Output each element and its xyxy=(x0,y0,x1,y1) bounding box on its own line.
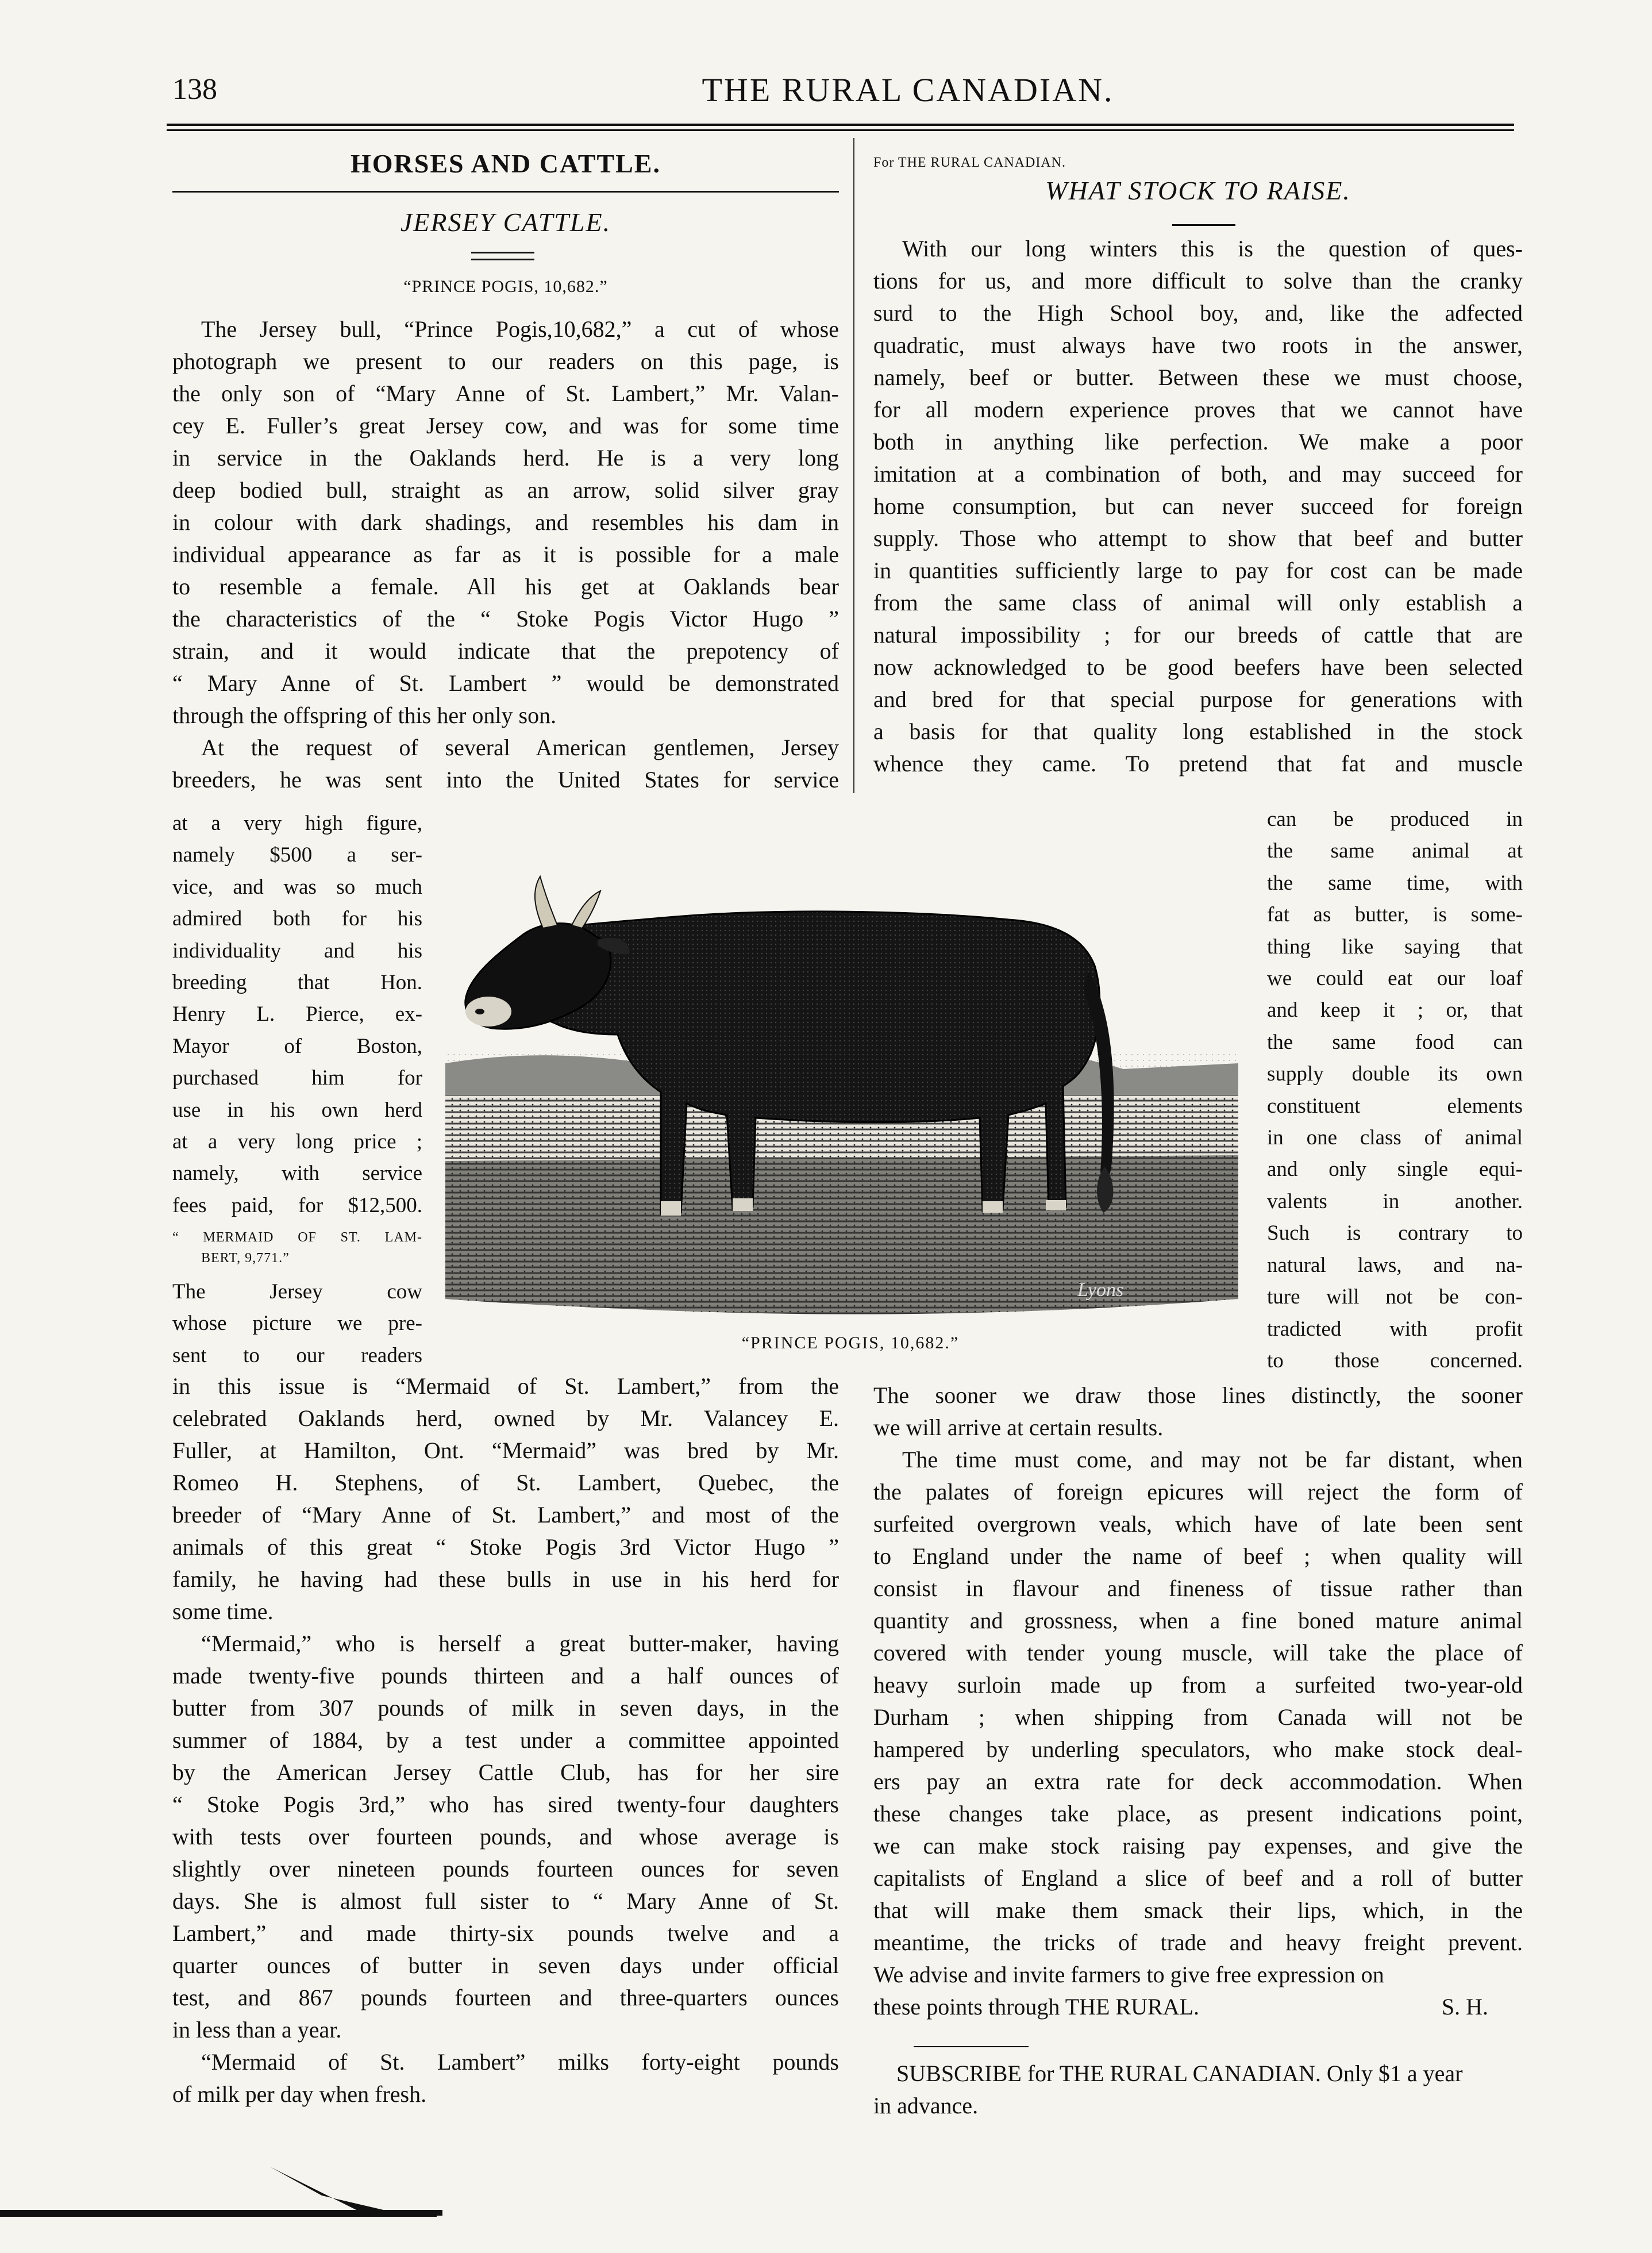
narrow-line: breeding that Hon. xyxy=(172,971,422,995)
subscribe-line: in advance. xyxy=(873,2093,979,2119)
para-line: made twenty-five pounds thirteen and a half ounces of xyxy=(172,1663,839,1689)
narrow-line: Such is contrary to xyxy=(1267,1221,1523,1245)
narrow-line: and keep it ; or, that xyxy=(1267,998,1523,1022)
para-line: test, and 867 pounds fourteen and three-quarters ounces xyxy=(172,1985,839,2010)
header-rule-bottom xyxy=(167,129,1514,131)
narrow-line: can be produced in xyxy=(1267,808,1523,831)
para-line: slightly over nineteen pounds fourteen ounces for seven xyxy=(172,1856,839,1882)
para-line: “ Mary Anne of St. Lambert ” would be demonstrated xyxy=(172,670,839,696)
narrow-line: we could eat our loaf xyxy=(1267,967,1523,991)
stock-title-rule xyxy=(1172,224,1235,226)
title-rule-1 xyxy=(471,252,534,253)
para-line: At the request of several American gentlemen, Jersey xyxy=(201,735,839,760)
stock-para-1 xyxy=(873,233,1523,780)
attribution-line: For THE RURAL CANADIAN. xyxy=(873,155,1066,170)
para-line: the only son of “Mary Anne of St. Lambert,” Mr. Valan- xyxy=(172,380,839,406)
para-line: in this issue is “Mermaid of St. Lambert,” from the xyxy=(172,1373,839,1399)
para-line: individual appearance as far as it is possible for a male xyxy=(172,541,839,567)
narrow-line: the same animal at xyxy=(1267,839,1523,863)
section-rule xyxy=(172,191,839,193)
section-title: HORSES AND CATTLE. xyxy=(350,149,661,178)
para-line: celebrated Oaklands herd, owned by Mr. Valancey E. xyxy=(172,1405,839,1431)
narrow-line: at a very high figure, xyxy=(172,812,422,835)
para-line: for all modern experience proves that we cannot have xyxy=(873,397,1523,422)
para-line: whence they came. To pretend that fat and muscle xyxy=(873,751,1523,776)
para-line: ers pay an extra rate for deck accommodation. When xyxy=(873,1768,1523,1794)
para-line: home consumption, but can never succeed for foreign xyxy=(873,493,1523,519)
para-line: cey E. Fuller’s great Jersey cow, and was for some time xyxy=(172,413,839,439)
para-line: a basis for that quality long established in the stock xyxy=(873,718,1523,744)
para-line: both in anything like perfection. We make a poor xyxy=(873,429,1523,455)
narrow-line: the same time, with xyxy=(1267,871,1523,895)
article-title-stock: WHAT STOCK TO RAISE. xyxy=(1045,176,1351,205)
para-line: deep bodied bull, straight as an arrow, solid silver gray xyxy=(172,477,839,503)
para-line: imitation at a combination of both, and may succeed for xyxy=(873,461,1523,487)
narrow-line: thing like saying that xyxy=(1267,935,1523,959)
narrow-line: and only single equi- xyxy=(1267,1158,1523,1182)
mermaid-heading xyxy=(172,1227,422,1268)
para-line: in service in the Oaklands herd. He is a very long xyxy=(172,445,839,471)
para-line: to resemble a female. All his get at Oaklands bear xyxy=(172,574,839,599)
mermaid-head-line: BERT, 9,771.” xyxy=(201,1251,290,1266)
jersey-para-1 xyxy=(172,313,839,796)
narrow-line: namely $500 a ser- xyxy=(172,843,422,867)
para-line: summer of 1884, by a test under a committee appointed xyxy=(172,1727,839,1753)
para-line: “Mermaid of St. Lambert” milks forty-eight pounds xyxy=(201,2049,839,2075)
narrow-line: namely, with service xyxy=(172,1162,422,1186)
para-line: The Jersey bull, “Prince Pogis,10,682,” a cut of whose xyxy=(201,316,839,342)
narrow-line: valents in another. xyxy=(1267,1189,1523,1213)
title-rule-2 xyxy=(471,259,534,260)
para-line: to England under the name of beef ; when quality will xyxy=(873,1543,1523,1569)
para-line: tions for us, and more difficult to solve than the cranky xyxy=(873,268,1523,294)
pen-nib-mark xyxy=(253,2150,442,2219)
prince-pogis-head: “PRINCE POGIS, 10,682.” xyxy=(403,277,608,296)
para-line: surfeited overgrown veals, which have of late been sent xyxy=(873,1511,1523,1537)
para-line: days. She is almost full sister to “ Mary Anne of St. xyxy=(172,1888,839,1914)
para-line: supply. Those who attempt to show that beef and butter xyxy=(873,525,1523,551)
para-line: Romeo H. Stephens, of St. Lambert, Quebec, the xyxy=(172,1470,839,1495)
para-line: butter from 307 pounds of milk in seven days, in the xyxy=(172,1695,839,1721)
narrow-line: to those concerned. xyxy=(1267,1348,1523,1372)
narrow-line: Mayor of Boston, xyxy=(172,1034,422,1058)
narrow-line: purchased him for xyxy=(172,1066,422,1090)
para-line: natural impossibility ; for our breeds of cattle that are xyxy=(873,622,1523,648)
narrow-line: at a very long price ; xyxy=(172,1130,422,1154)
para-line: animals of this great “ Stoke Pogis 3rd Victor Hugo ” xyxy=(172,1534,839,1560)
author-signature: S. H. xyxy=(1441,1994,1488,2020)
figure-caption: “PRINCE POGIS, 10,682.” xyxy=(741,1333,960,1352)
para-last-line xyxy=(873,1991,1523,2023)
para-line: Lambert,” and made thirty-six pounds twelve and a xyxy=(172,1920,839,1946)
para-line: Fuller, at Hamilton, Ont. “Mermaid” was bred by Mr. xyxy=(172,1437,839,1463)
subscribe-notice xyxy=(873,2058,1523,2122)
jersey-narrow-text xyxy=(172,808,422,1221)
para-line: of milk per day when fresh. xyxy=(172,2081,427,2107)
narrow-line: individuality and his xyxy=(172,939,422,963)
para-line: “Mermaid,” who is herself a great butter-maker, having xyxy=(201,1631,839,1656)
narrow-line: natural laws, and na- xyxy=(1267,1253,1523,1277)
subscribe-line: SUBSCRIBE for THE RURAL CANADIAN. Only $1 a year xyxy=(896,2060,1463,2086)
para-line: quarter ounces of butter in seven days under official xyxy=(172,1952,839,1978)
para-line: heavy surloin made up from a surfeited two-year-old xyxy=(873,1672,1523,1698)
narrow-line: The Jersey cow xyxy=(172,1280,422,1304)
para-line: surd to the High School boy, and, like the adfected xyxy=(873,300,1523,326)
para-line: hampered by underling speculators, who make stock deal- xyxy=(873,1736,1523,1762)
signature-rule xyxy=(914,2046,1029,2047)
narrow-line: sent to our readers xyxy=(172,1343,422,1367)
para-line: photograph we present to our readers on this page, is xyxy=(172,348,839,374)
para-line: in less than a year. xyxy=(172,2017,342,2043)
para-line: the palates of foreign epicures will reject the form of xyxy=(873,1479,1523,1505)
narrow-line: Henry L. Pierce, ex- xyxy=(172,1002,422,1026)
para-line: we can make stock raising pay expenses, and give the xyxy=(873,1833,1523,1859)
para-line: “ Stoke Pogis 3rd,” who has sired twenty-four daughters xyxy=(172,1791,839,1817)
narrow-line: fees paid, for $12,500. xyxy=(172,1193,422,1217)
para-line: quantity and grossness, when a fine boned mature animal xyxy=(873,1608,1523,1633)
para-line: breeders, he was sent into the United States for service xyxy=(172,767,839,793)
narrow-line: tradicted with profit xyxy=(1267,1317,1523,1341)
para-line: The sooner we draw those lines distinctly, the sooner xyxy=(873,1382,1523,1408)
para-line: consist in flavour and fineness of tissue rather than xyxy=(873,1575,1523,1601)
footer-bar xyxy=(0,2210,437,2217)
cow-engraving xyxy=(434,805,1250,1328)
para-line: covered with tender young muscle, will take the place of xyxy=(873,1640,1523,1666)
para-line: strain, and it would indicate that the prepotency of xyxy=(172,638,839,664)
para-line: these changes take place, as present indications point, xyxy=(873,1801,1523,1827)
para-line: now acknowledged to be good beefers have been selected xyxy=(873,654,1523,680)
para-line: Durham ; when shipping from Canada will not be xyxy=(873,1704,1523,1730)
para-line: that will make them smack their lips, which, in the xyxy=(873,1897,1523,1923)
para-line: We advise and invite farmers to give free expression on xyxy=(873,1962,1384,1987)
narrow-line: constituent elements xyxy=(1267,1094,1523,1118)
narrow-line: in one class of animal xyxy=(1267,1126,1523,1150)
narrow-line: fat as butter, is some- xyxy=(1267,903,1523,927)
para-line: some time. xyxy=(172,1598,274,1624)
para-line: in colour with dark shadings, and resembles his dam in xyxy=(172,509,839,535)
para-line: The time must come, and may not be far distant, when xyxy=(902,1447,1523,1472)
para-line: we will arrive at certain results. xyxy=(873,1414,1164,1440)
para-line: the characteristics of the “ Stoke Pogis Victor Hugo ” xyxy=(172,606,839,632)
para-line: breeder of “Mary Anne of St. Lambert,” and most of the xyxy=(172,1502,839,1528)
narrow-line: vice, and was so much xyxy=(172,875,422,899)
column-divider xyxy=(853,138,854,793)
para-line: family, he having had these bulls in use in his herd for xyxy=(172,1566,839,1592)
article-title-jersey: JERSEY CATTLE. xyxy=(400,207,611,237)
para-line: from the same class of animal will only establish a xyxy=(873,590,1523,616)
para-line: meantime, the tricks of trade and heavy freight prevent. xyxy=(873,1929,1523,1955)
jersey-para-3 xyxy=(172,1370,839,2110)
para-line: by the American Jersey Cattle Club, has for her sire xyxy=(172,1759,839,1785)
header-rule-top xyxy=(167,124,1514,126)
para-line: in quantities sufficiently large to pay for cost can be made xyxy=(873,558,1523,583)
para-line: these points through THE RURAL. xyxy=(873,1994,1200,2020)
narrow-line: use in his own herd xyxy=(172,1098,422,1122)
narrow-line: ture will not be con- xyxy=(1267,1285,1523,1309)
narrow-line: admired both for his xyxy=(172,907,422,931)
mermaid-head-line: “ MERMAID OF ST. LAM- xyxy=(172,1230,422,1245)
engraver-signature: Lyons xyxy=(1077,1279,1124,1301)
para-line: capitalists of England a slice of beef and a roll of butter xyxy=(873,1865,1523,1891)
jersey-narrow-text-2 xyxy=(172,1276,422,1371)
para-line: With our long winters this is the question of ques- xyxy=(902,236,1523,262)
stock-narrow-text xyxy=(1267,803,1523,1377)
masthead-title: THE RURAL CANADIAN. xyxy=(702,71,1114,109)
para-line: and bred for that special purpose for generations with xyxy=(873,686,1523,712)
narrow-line: the same food can xyxy=(1267,1030,1523,1054)
stock-para-2 xyxy=(873,1379,1523,2023)
page-number: 138 xyxy=(172,73,217,106)
para-line: namely, beef or butter. Between these we must choose, xyxy=(873,364,1523,390)
narrow-line: whose picture we pre- xyxy=(172,1312,422,1336)
narrow-line: supply double its own xyxy=(1267,1062,1523,1086)
para-line: through the offspring of this her only son. xyxy=(172,702,557,728)
para-line: with tests over fourteen pounds, and whose average is xyxy=(172,1824,839,1850)
para-line: quadratic, must always have two roots in the answer, xyxy=(873,332,1523,358)
